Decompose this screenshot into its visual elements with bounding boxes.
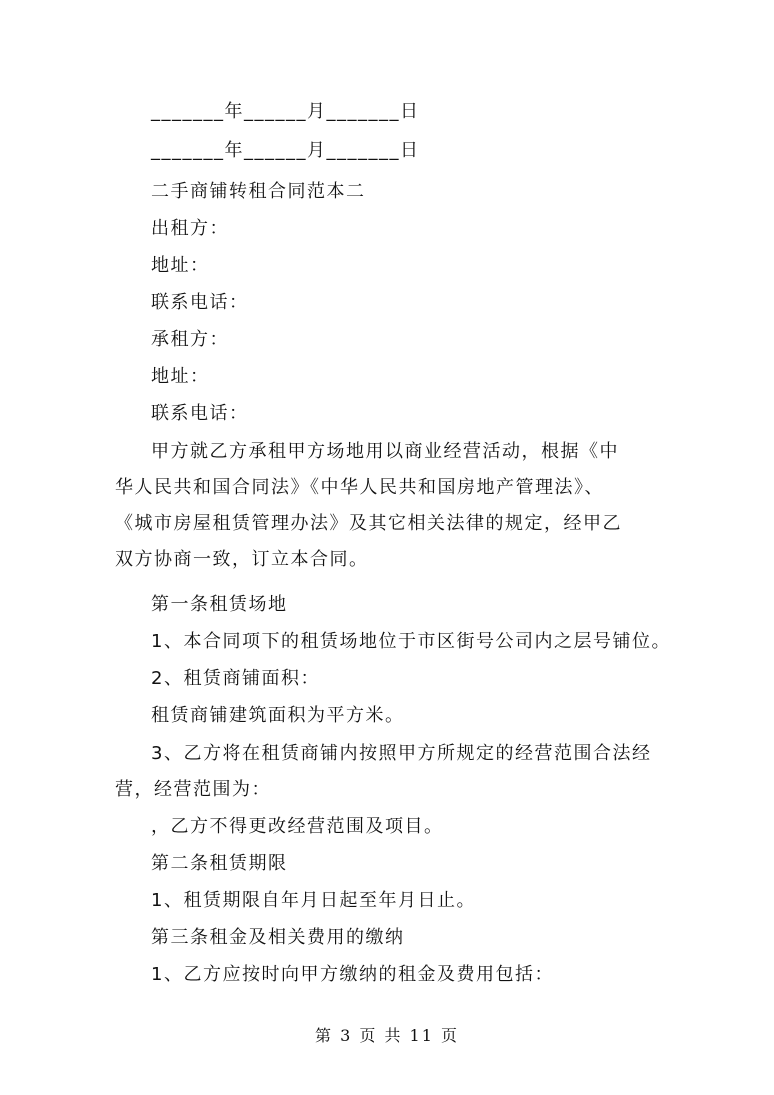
article1-area: 租赁商铺建筑面积为平方米。	[151, 705, 405, 726]
article1-item3: 3、乙方将在租赁商铺内按照甲方所规定的经营范围合法经营，经营范围为：	[115, 743, 652, 800]
intro-paragraph: 甲方就乙方承租甲方场地用以商业经营活动，根据《中华人民共和国合同法》《中华人民共和国房地产管理法》、《城市房屋租赁管理办法》及其它相关法律的规定，经甲乙双方协商一致，订立本合同。	[115, 441, 622, 570]
article2-item1: 1、租赁期限自年月日起至年月日止。	[151, 890, 476, 911]
lessee-phone-label: 联系电话：	[151, 403, 249, 424]
lessor-address-label: 地址：	[151, 255, 210, 276]
date-line-1: _______年______月_______日	[151, 101, 420, 122]
article1-item2: 2、租赁商铺面积：	[151, 668, 320, 689]
article2-heading: 第二条租赁期限	[151, 853, 288, 874]
lessor-label: 出租方：	[151, 218, 229, 239]
lessee-address-label: 地址：	[151, 366, 210, 387]
article3-item1: 1、乙方应按时向甲方缴纳的租金及费用包括：	[151, 964, 554, 985]
page-indicator: 第 3 页 共 11 页	[315, 1026, 459, 1045]
lessee-label: 承租方：	[151, 329, 229, 350]
lessor-phone-label: 联系电话：	[151, 292, 249, 313]
article1-scope: ，乙方不得更改经营范围及项目。	[151, 816, 444, 837]
document-title: 二手商铺转租合同范本二	[151, 181, 366, 202]
article1-item1: 1、本合同项下的租赁场地位于市区街号公司内之层号铺位。	[151, 631, 671, 652]
date-line-2: _______年______月_______日	[151, 140, 420, 161]
article3-heading: 第三条租金及相关费用的缴纳	[151, 927, 405, 948]
article1-heading: 第一条租赁场地	[151, 594, 288, 615]
